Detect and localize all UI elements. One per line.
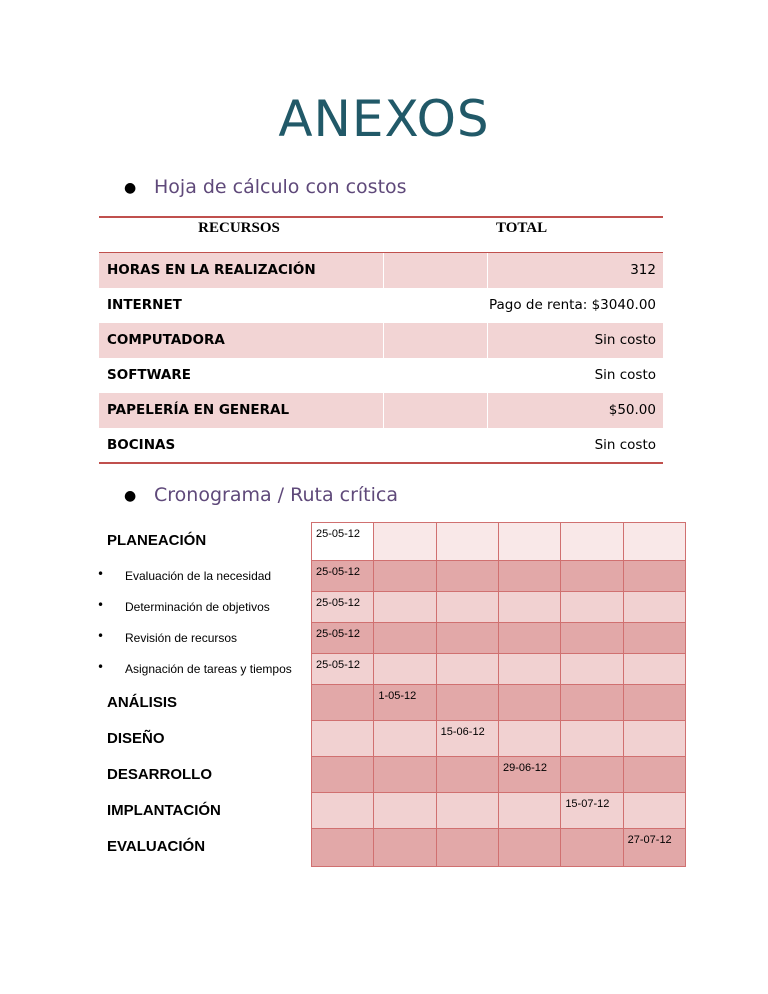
gantt-date: 25-05-12: [316, 597, 361, 609]
section-heading-text: Cronograma / Ruta crítica: [154, 484, 398, 506]
table-row: [99, 288, 663, 323]
gantt-row-label: DISEÑO: [107, 730, 165, 747]
gantt-cell: [560, 653, 623, 685]
gantt-cell: [373, 792, 436, 829]
gantt-cell: [498, 653, 561, 685]
gantt-row-label: Revisión de recursos: [125, 631, 238, 645]
gantt-date: 29-06-12: [502, 762, 548, 774]
gantt-cell: [623, 684, 686, 721]
bullet-icon: •: [97, 567, 105, 581]
gantt-cell: [436, 522, 499, 561]
gantt-cell: [373, 756, 436, 793]
gantt-row: [99, 720, 687, 756]
gantt-cell: [560, 622, 623, 654]
gantt-cell: [498, 828, 561, 867]
gantt-cell: [623, 560, 686, 592]
gantt-cells: [311, 653, 685, 684]
gantt-cells: [311, 720, 685, 756]
gantt-cell: [436, 622, 499, 654]
gantt-cell: [436, 720, 499, 757]
row-value: Sin costo: [594, 367, 656, 383]
row-label: INTERNET: [107, 297, 182, 313]
gantt-row: [99, 684, 687, 720]
bullet-icon: ●: [124, 179, 137, 196]
gantt-row: [99, 622, 687, 653]
gantt-row-label: EVALUACIÓN: [107, 838, 206, 855]
row-value: $50.00: [608, 402, 656, 418]
gantt-cell: [311, 653, 374, 685]
gantt-cell: [498, 560, 561, 592]
gantt-row-label: IMPLANTACIÓN: [107, 802, 221, 819]
gantt-cell: [560, 560, 623, 592]
table-row: [99, 323, 663, 358]
gantt-cell: [373, 684, 436, 721]
section-heading-schedule: [124, 484, 398, 506]
page-title: ANEXOS: [278, 90, 490, 148]
gantt-cell: [311, 792, 374, 829]
gantt-cell: [498, 522, 561, 561]
row-label: SOFTWARE: [107, 367, 191, 383]
gantt-cell: [373, 560, 436, 592]
gantt-cell: [436, 591, 499, 623]
gantt-chart: [99, 522, 687, 866]
gantt-cell: [498, 591, 561, 623]
table-rule: [99, 462, 663, 464]
gantt-cell: [373, 622, 436, 654]
gantt-cell: [311, 622, 374, 654]
gantt-cells: [311, 522, 685, 560]
gantt-date: 25-05-12: [316, 528, 361, 540]
gantt-row: [99, 792, 687, 828]
row-value: 312: [630, 262, 656, 278]
gantt-cell: [498, 720, 561, 757]
gantt-cell: [498, 622, 561, 654]
gantt-cells: [311, 622, 685, 653]
gantt-cell: [623, 653, 686, 685]
gantt-cell: [560, 756, 623, 793]
bullet-icon: •: [97, 598, 105, 612]
gantt-cells: [311, 684, 685, 720]
gantt-cell: [436, 792, 499, 829]
gantt-cell: [311, 756, 374, 793]
cost-table-header: [99, 218, 663, 252]
gantt-cell: [623, 720, 686, 757]
gantt-cell: [311, 560, 374, 592]
gantt-cell: [560, 792, 623, 829]
gantt-row: [99, 653, 687, 684]
bullet-icon: ●: [124, 487, 137, 504]
row-label: BOCINAS: [107, 437, 176, 453]
table-row: [99, 428, 663, 462]
bullet-icon: •: [97, 629, 105, 643]
gantt-cell: [498, 792, 561, 829]
gantt-cell: [311, 591, 374, 623]
gantt-cell: [623, 622, 686, 654]
gantt-cell: [498, 756, 561, 793]
gantt-cell: [373, 828, 436, 867]
gantt-row: [99, 522, 687, 560]
row-label: HORAS EN LA REALIZACIÓN: [107, 262, 316, 278]
gantt-date: 15-07-12: [565, 798, 610, 810]
gantt-cell: [311, 720, 374, 757]
gantt-cell: [373, 591, 436, 623]
row-label: PAPELERÍA EN GENERAL: [107, 402, 290, 418]
table-row: [99, 253, 663, 288]
gantt-cell: [560, 684, 623, 721]
header-recursos: RECURSOS: [198, 220, 280, 236]
gantt-row-label: Asignación de tareas y tiempos: [125, 662, 292, 676]
gantt-cell: [311, 684, 374, 721]
gantt-cell: [498, 684, 561, 721]
bullet-icon: •: [97, 660, 105, 674]
table-row: [99, 393, 663, 428]
gantt-cell: [373, 720, 436, 757]
gantt-row: [99, 756, 687, 792]
gantt-date: 1-05-12: [378, 690, 417, 702]
gantt-cell: [373, 522, 436, 561]
row-value: Sin costo: [594, 437, 656, 453]
gantt-cells: [311, 756, 685, 792]
gantt-cell: [560, 828, 623, 867]
gantt-row: [99, 560, 687, 591]
gantt-cells: [311, 591, 685, 622]
gantt-cell: [311, 522, 374, 561]
gantt-cell: [560, 720, 623, 757]
gantt-row-label: DESARROLLO: [107, 766, 212, 783]
gantt-row-label: PLANEACIÓN: [107, 532, 207, 549]
gantt-date: 25-05-12: [316, 628, 361, 640]
gantt-cell: [623, 591, 686, 623]
section-heading-text: Hoja de cálculo con costos: [154, 176, 407, 198]
table-row: [99, 358, 663, 393]
gantt-date: 27-07-12: [627, 834, 672, 846]
row-label: COMPUTADORA: [107, 332, 225, 348]
gantt-cell: [560, 522, 623, 561]
gantt-cells: [311, 828, 685, 866]
gantt-cell: [436, 684, 499, 721]
row-value: Sin costo: [594, 332, 656, 348]
header-total: TOTAL: [496, 220, 548, 236]
gantt-cell: [436, 756, 499, 793]
gantt-row-label: Evaluación de la necesidad: [125, 569, 272, 583]
cost-table: [99, 216, 663, 464]
gantt-cells: [311, 560, 685, 591]
gantt-row: [99, 591, 687, 622]
gantt-cell: [623, 792, 686, 829]
gantt-cell: [436, 653, 499, 685]
gantt-cells: [311, 792, 685, 828]
gantt-cell: [560, 591, 623, 623]
gantt-cell: [311, 828, 374, 867]
gantt-cell: [436, 560, 499, 592]
gantt-row-label: ANÁLISIS: [107, 694, 178, 711]
gantt-cell: [373, 653, 436, 685]
gantt-date: 25-05-12: [316, 659, 361, 671]
row-value: Pago de renta: $3040.00: [488, 297, 656, 313]
gantt-cell: [623, 756, 686, 793]
gantt-row-label: Determinación de objetivos: [125, 600, 270, 614]
gantt-date: 25-05-12: [316, 566, 361, 578]
gantt-row: [99, 828, 687, 866]
section-heading-costs: [124, 176, 407, 198]
gantt-cell: [623, 828, 686, 867]
gantt-cell: [436, 828, 499, 867]
gantt-date: 15-06-12: [440, 726, 485, 738]
gantt-cell: [623, 522, 686, 561]
